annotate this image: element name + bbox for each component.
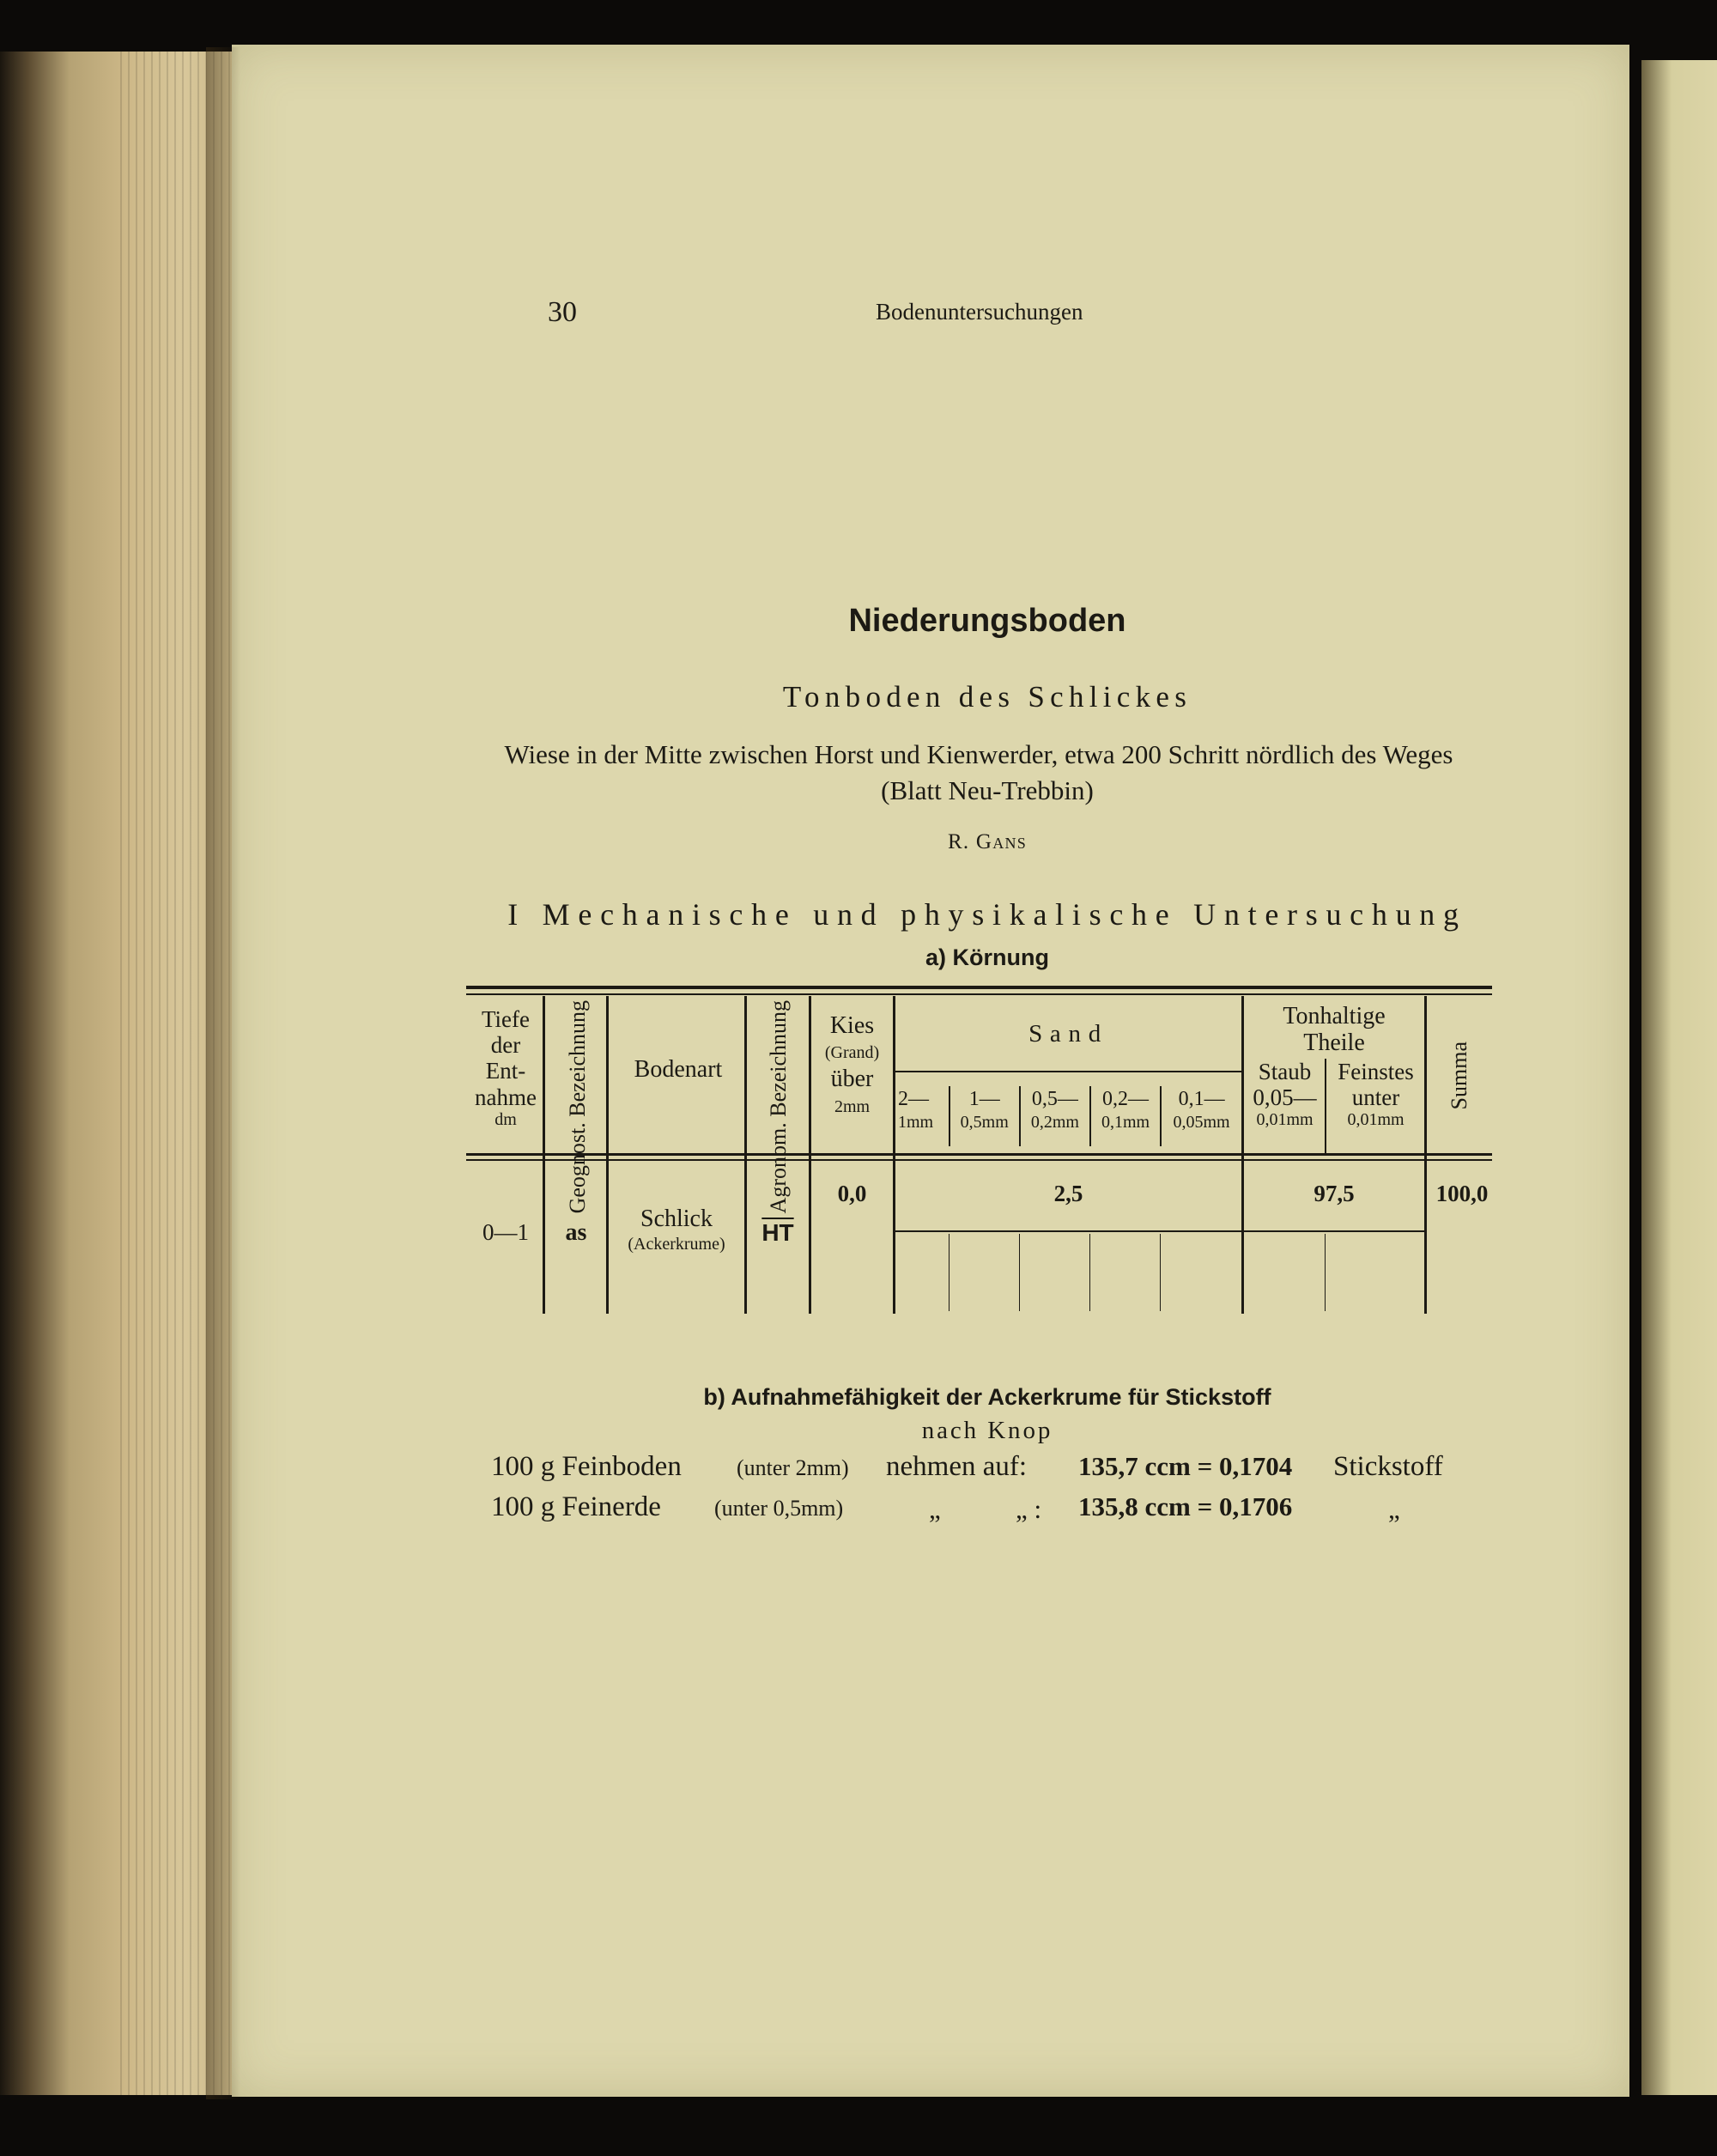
stickstoff-line-1c: nehmen auf: [886,1451,1028,1482]
header-kies [811,1011,893,1118]
running-title: Bodenuntersuchungen [876,299,1083,325]
cell-bodenart-sub: (Ackerkrume) [628,1234,725,1254]
sand-subheaders [895,1086,1241,1146]
sand-col-1-a: 2— [898,1088,929,1110]
sand-subcol-rule [1019,1234,1020,1311]
table-header-rule [466,1153,1492,1156]
header-staub-l2: 0,05— [1253,1084,1317,1111]
cell-geognost: as [565,1219,587,1246]
ton-subcol-rule [1325,1234,1326,1311]
facing-page-edge [1641,60,1717,2095]
cell-bodenart-main: Schlick [640,1206,713,1232]
sand-subcol-rule [1089,1234,1090,1311]
cell-agronom: $\overline{HT}$ [761,1219,794,1246]
header-feinstes-l1: Feinstes [1338,1059,1414,1084]
header-feinstes [1326,1059,1425,1130]
cell-sand: 2,5 [1053,1181,1083,1206]
table-top-rule [466,986,1492,989]
header-staub-l3: 0,01mm [1256,1110,1314,1130]
header-kies-l1: Kies [829,1012,875,1039]
header-tiefe [466,1006,545,1129]
header-tonhaltige-l2: Theile [1303,1029,1365,1057]
header-kies-l4: 2mm [834,1096,871,1116]
sand-value-rule [895,1230,1241,1232]
location-line-1: Wiese in der Mitte zwischen Horst und Kienwerder, etwa 200 Schritt nördlich des Weges [504,739,1453,769]
subheading: Tonboden des Schlickes [782,680,1192,714]
cell-tiefe: 0—1 [482,1219,529,1245]
stickstoff-line-2c: „ [929,1494,941,1524]
stickstoff-line-1a: 100 g Feinboden [491,1451,682,1482]
sand-subcol-rule [949,1234,950,1311]
sand-col-2 [949,1086,1019,1146]
sand-col-3-a: 0,5— [1031,1088,1078,1110]
sand-col-2-b: 0,5mm [960,1113,1009,1132]
sand-col-1-b: 1mm [898,1113,934,1132]
section-title: I Mechanische und physikalische Untersuchung [507,897,1467,932]
header-tiefe-l4: nahme [475,1084,537,1110]
header-geognost [549,1000,605,1214]
page-number: 30 [548,296,577,328]
nach-knop: nach Knop [921,1417,1053,1444]
sand-col-5 [1160,1086,1241,1146]
stickstoff-line-2e: „ [1388,1494,1400,1524]
col-rule [606,996,609,1314]
header-staub [1244,1059,1326,1130]
header-kies-l3: über [830,1066,874,1093]
header-feinstes-l2: unter [1351,1084,1400,1111]
sand-col-3-b: 0,2mm [1030,1113,1079,1132]
header-sand: Sand [1028,1020,1108,1048]
heading: Niederungsboden [848,603,1126,639]
stickstoff-line-2d: 135,8 ccm = 0,1706 [1078,1491,1293,1521]
stickstoff-line-2b: (unter 0,5mm) [714,1496,844,1521]
header-summa [1427,1000,1492,1151]
subsection-a: a) Körnung [925,944,1049,970]
header-tiefe-l2: der [490,1032,521,1059]
col-rule [543,996,545,1314]
header-feinstes-l3: 0,01mm [1347,1110,1405,1130]
ton-value-rule [1244,1230,1424,1232]
sand-col-4-a: 0,2— [1102,1088,1150,1110]
header-tiefe-l1: Tiefe [481,1006,530,1032]
stickstoff-line-1e: Stickstoff [1333,1451,1443,1482]
cell-bodenart [609,1205,744,1254]
sand-col-4 [1089,1086,1160,1146]
header-tonhaltige-l1: Tonhaltige [1283,1003,1386,1029]
header-summa-text: Summa [1447,1041,1471,1110]
author: R. Gans [948,830,1027,853]
sand-col-1 [895,1086,949,1146]
header-agronom [749,1000,809,1214]
sand-col-3 [1019,1086,1089,1146]
header-bodenart: Bodenart [634,1056,723,1083]
stickstoff-line-2a: 100 g Feinerde [491,1491,661,1522]
sand-subrule [895,1071,1241,1072]
sand-subcol-rule [1160,1234,1161,1311]
gutter-shadow [206,47,240,2099]
header-tiefe-unit: dm [494,1109,517,1129]
sand-col-5-a: 0,1— [1178,1088,1225,1110]
cell-summa: 100,0 [1435,1181,1489,1206]
sand-col-4-b: 0,1mm [1101,1113,1150,1132]
location-line-2: (Blatt Neu-Trebbin) [881,775,1094,805]
cell-tonhaltige: 97,5 [1314,1181,1355,1206]
sand-col-5-b: 0,05mm [1173,1113,1230,1132]
col-rule [744,996,747,1314]
stickstoff-line-2c2: „ : [1016,1494,1042,1524]
header-geognost-text: Geognost. Bezeichnung [564,1000,590,1214]
header-tiefe-l3: Ent- [485,1058,526,1084]
stickstoff-line-1d: 135,7 ccm = 0,1704 [1078,1451,1293,1481]
table-top-rule-thin [466,993,1492,995]
sand-col-2-a: 1— [968,1088,1000,1110]
cell-kies: 0,0 [837,1181,867,1206]
header-staub-l1: Staub [1258,1059,1312,1084]
table-header-rule-thin [466,1159,1492,1161]
stickstoff-line-1b: (unter 2mm) [737,1455,849,1480]
subsection-b: b) Aufnahmefähigkeit der Ackerkrume für Stickstoff [703,1384,1271,1410]
header-kies-l2: (Grand) [824,1043,880,1063]
header-tonhaltige [1244,1003,1424,1057]
header-agronom-text: Agronom. Bezeichnung [766,1000,791,1214]
